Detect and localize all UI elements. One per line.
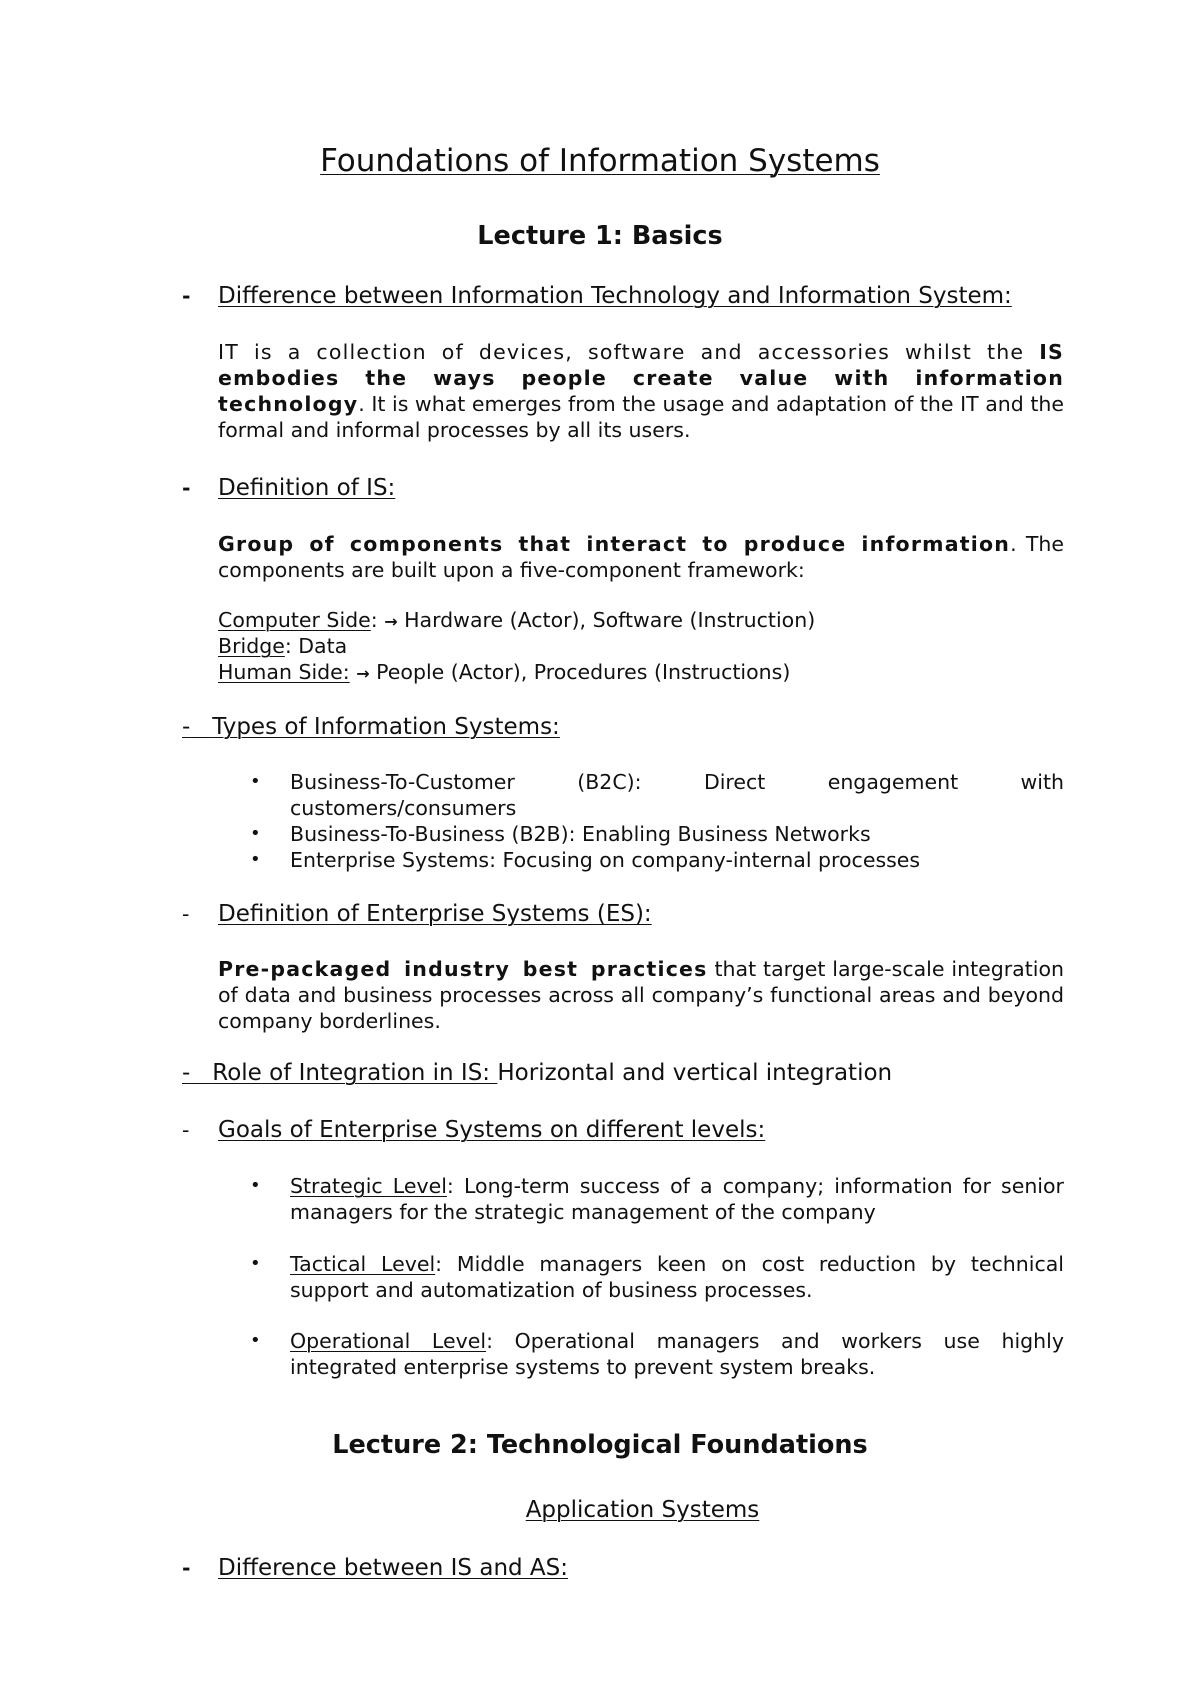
tactical-level-label: Tactical Level: [290, 1252, 436, 1276]
section-heading-is-vs-as: Difference between IS and AS:: [218, 1555, 569, 1581]
operational-level-text: : Operational managers and workers use highly integrated enterprise systems to prevent system breaks.: [290, 1329, 1064, 1379]
paragraph-definition-is: [218, 531, 1064, 583]
paragraph-bold-text: IS embodies the ways people create value with information technology: [218, 340, 1064, 416]
section-heading-definition-is: Definition of IS:: [218, 475, 396, 501]
operational-level-label: Operational Level: [290, 1329, 487, 1353]
paragraph-bold-text: Group of components that interact to produce information: [218, 532, 1011, 556]
paragraph-definition-es: [218, 956, 1064, 1034]
strategic-level-text: : Long-term success of a company; information for senior managers for the strategic management of the company: [290, 1174, 1064, 1224]
paragraph-text: . The components are built upon a five-component framework:: [218, 532, 1064, 582]
computer-side-text: Hardware (Actor), Software (Instruction): [397, 608, 816, 632]
lecture-1-heading: Lecture 1: Basics: [477, 221, 723, 251]
word: with: [1020, 770, 1064, 794]
human-side-label: Human Side:: [218, 660, 350, 684]
bullet-icon: •: [250, 771, 261, 792]
paragraph-it-vs-is: [218, 339, 1064, 443]
bullet-operational-level: [290, 1328, 1064, 1380]
spacer: [190, 1060, 212, 1086]
bullet-strategic-level: [290, 1173, 1064, 1225]
list-dash: -: [182, 1556, 191, 1580]
computer-side-label: Computer Side: [218, 608, 371, 632]
word: Direct: [703, 770, 766, 794]
lecture-2-heading: Lecture 2: Technological Foundations: [332, 1430, 868, 1460]
section-heading-role-integration: [182, 1059, 892, 1087]
bullet-b2b: Business-To-Business (B2B): Enabling Business Networks: [290, 822, 871, 846]
section-heading-types-is: [182, 713, 560, 741]
heading-text: Types of Information Systems:: [212, 714, 560, 740]
bullet-icon: •: [250, 1330, 261, 1351]
spacer: [190, 714, 212, 740]
bullet-enterprise-systems: Enterprise Systems: Focusing on company-internal processes: [290, 848, 921, 872]
paragraph-text: IT is a collection of devices, software and accessories whilst the: [218, 340, 1040, 364]
bridge-label: Bridge: [218, 634, 285, 658]
bullet-tactical-level: [290, 1251, 1064, 1303]
bridge-line: [218, 633, 347, 659]
word: engagement: [827, 770, 959, 794]
paragraph-text: . It is what emerges from the usage and adaptation of the IT and the formal and informal processes by all its users.: [218, 392, 1064, 442]
bullet-b2c-first-line: [290, 769, 1064, 795]
section-heading-it-vs-is: Difference between Information Technology and Information System:: [218, 283, 1012, 309]
subheading-application-systems: Application Systems: [525, 1497, 760, 1523]
human-side-line: [218, 659, 790, 687]
word: (B2C):: [577, 770, 642, 794]
word: Business-To-Customer: [290, 770, 515, 794]
list-dash: -: [182, 476, 191, 500]
section-heading-definition-es: Definition of Enterprise Systems (ES):: [218, 901, 652, 927]
paragraph-bold-text: Pre-packaged industry best practices: [218, 957, 708, 981]
section-heading-goals-es: Goals of Enterprise Systems on different levels:: [218, 1117, 766, 1143]
heading-underlined-text: Role of Integration in IS:: [212, 1060, 498, 1086]
colon: :: [370, 608, 385, 632]
bullet-icon: •: [250, 849, 261, 870]
bullet-icon: •: [250, 823, 261, 844]
list-dash: -: [182, 1118, 190, 1142]
document-title: Foundations of Information Systems: [320, 143, 880, 179]
bullet-icon: •: [250, 1175, 261, 1196]
paragraph-text: that target large-scale integration of data and business processes across all company’s functional areas and beyond company borderlines.: [218, 957, 1064, 1033]
list-dash: -: [182, 714, 191, 740]
bullet-b2c-continuation: customers/consumers: [290, 796, 517, 820]
human-side-text: People (Actor), Procedures (Instructions): [369, 660, 791, 684]
computer-side-line: [218, 607, 815, 635]
arrow-right-icon: →: [356, 664, 370, 683]
tactical-level-text: : Middle managers keen on cost reduction by technical support and automatization of business processes.: [290, 1252, 1064, 1302]
heading-text: Horizontal and vertical integration: [497, 1060, 893, 1086]
strategic-level-label: Strategic Level: [290, 1174, 447, 1198]
bullet-icon: •: [250, 1253, 261, 1274]
list-dash: -: [182, 284, 191, 308]
bridge-text: : Data: [284, 634, 348, 658]
list-dash: -: [182, 1060, 191, 1086]
arrow-right-icon: →: [384, 612, 398, 631]
list-dash: -: [182, 902, 190, 926]
